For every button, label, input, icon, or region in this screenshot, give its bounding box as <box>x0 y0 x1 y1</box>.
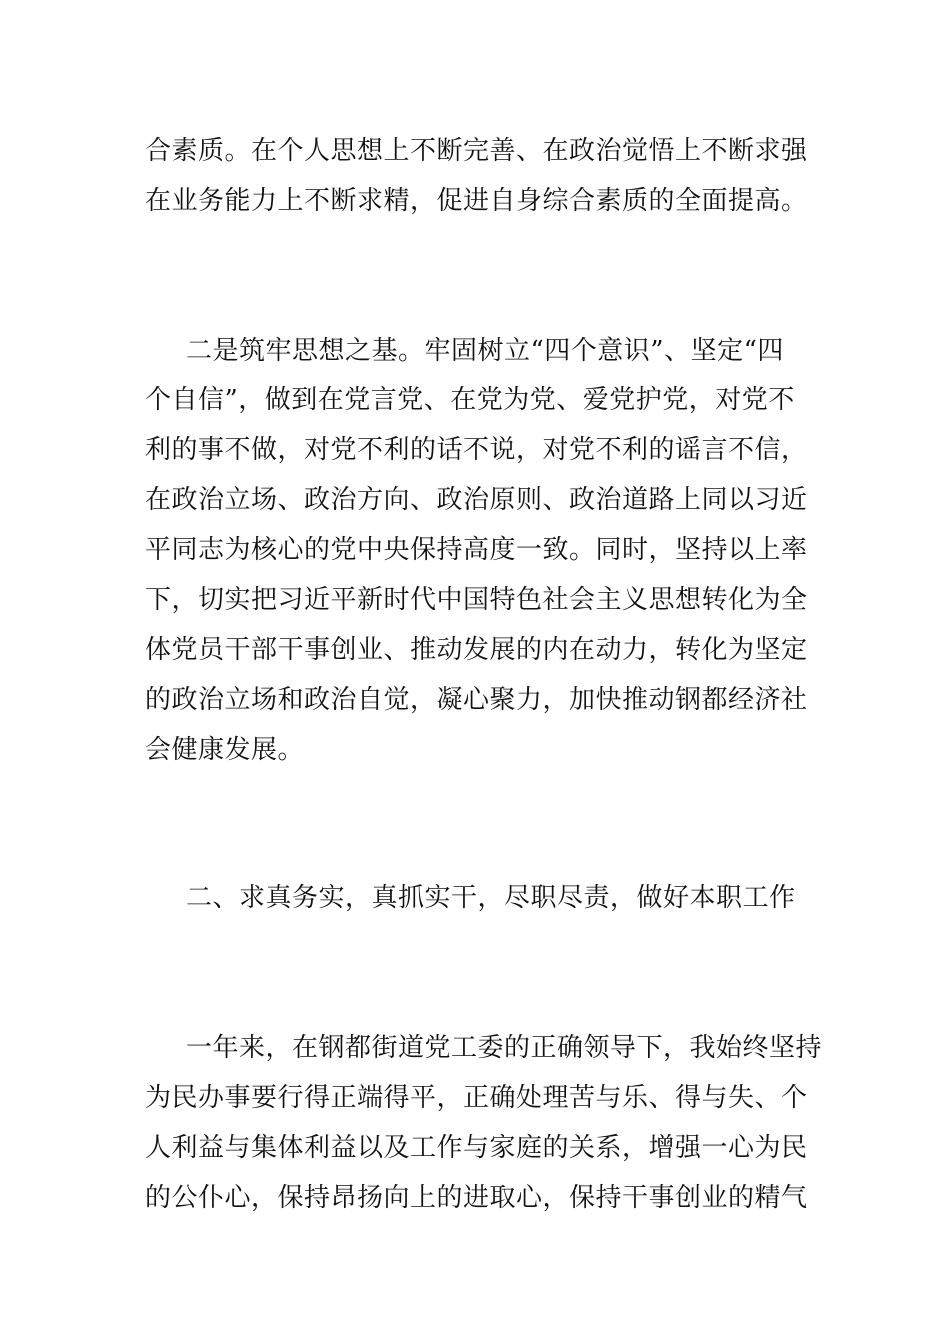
text-line: 为民办事要行得正端得平，正确处理苦与乐、得与失、个 <box>145 1083 808 1113</box>
text-line: 人利益与集体利益以及工作与家庭的关系，增强一心为民 <box>145 1133 808 1163</box>
text-line: 体党员干部干事创业、推动发展的内在动力，转化为坚定 <box>145 635 808 665</box>
text-line: 的政治立场和政治自觉，凝心聚力，加快推动钢都经济社 <box>145 685 808 715</box>
text-line: 个自信”，做到在党言党、在党为党、爱党护党，对党不 <box>145 385 795 415</box>
text-line: 会健康发展。 <box>145 735 305 765</box>
section-heading: 二、求真务实，真抓实干，尽职尽责，做好本职工作 <box>186 883 796 913</box>
text-line: 在政治立场、政治方向、政治原则、政治道路上同以习近 <box>145 485 808 515</box>
text-line: 平同志为核心的党中央保持高度一致。同时，坚持以上率 <box>145 535 808 565</box>
text-line: 下，切实把习近平新时代中国特色社会主义思想转化为全 <box>145 585 808 615</box>
text-line: 的公仆心，保持昂扬向上的进取心，保持干事创业的精气 <box>145 1183 808 1213</box>
text-line: 利的事不做，对党不利的话不说，对党不利的谣言不信， <box>145 435 808 465</box>
text-line: 一年来，在钢都街道党工委的正确领导下，我始终坚持 <box>186 1033 823 1063</box>
text-line: 合素质。在个人思想上不断完善、在政治觉悟上不断求强 <box>145 136 808 166</box>
text-line: 在业务能力上不断求精，促进自身综合素质的全面提高。 <box>145 186 808 216</box>
text-line: 二是筑牢思想之基。牢固树立“四个意识”、坚定“四 <box>186 336 784 366</box>
